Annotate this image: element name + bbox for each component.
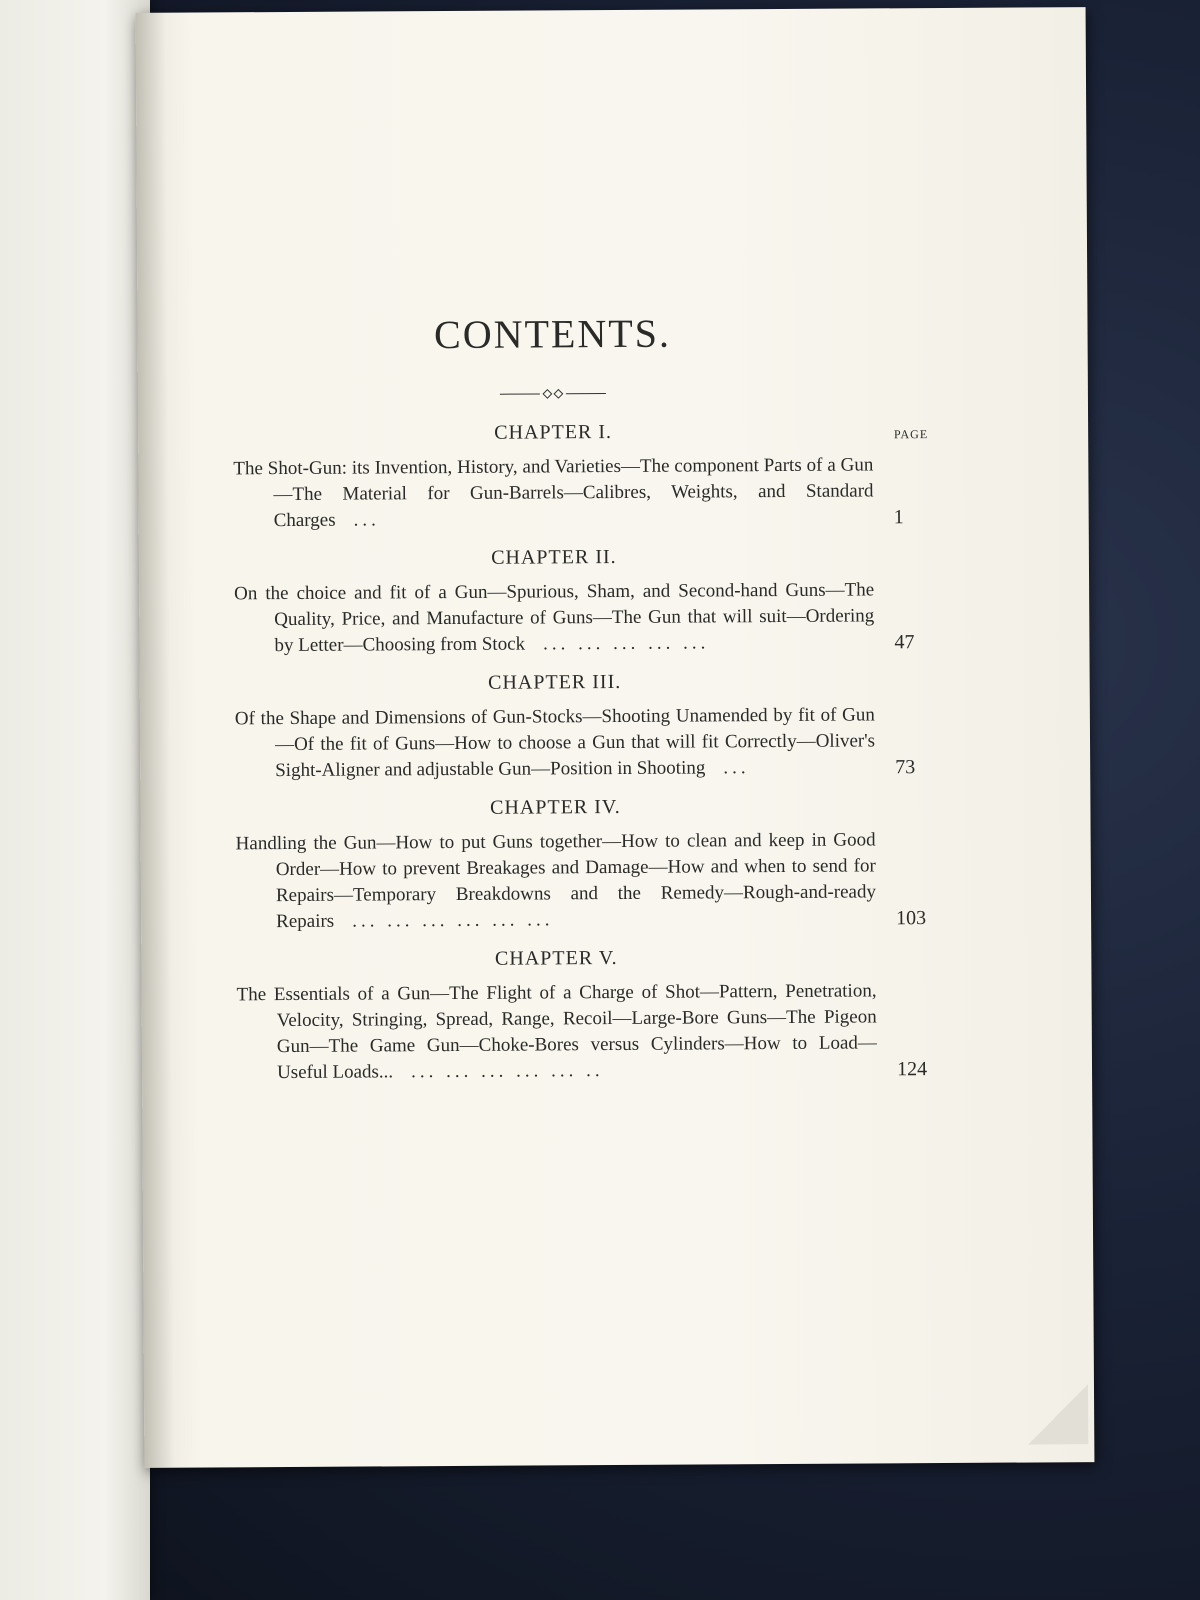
ornament-rule-right xyxy=(566,393,606,394)
ornament-diamond-icon xyxy=(542,388,552,398)
chapter-description xyxy=(234,702,916,784)
contents-section xyxy=(232,308,929,1086)
chapter-summary: The Essentials of a Gun—The Flight of a Charge of Shot—Pattern, Penetration, Velocity, Stringing, Spread, Range, Recoil—Large-Bore Guns—The Pigeon Gun—The Game Gun—Choke-Bores versus Cylinders—How to Load—Useful Loads... xyxy=(236,980,877,1084)
chapter-title: CHAPTER I. xyxy=(494,421,613,444)
chapter-entry xyxy=(234,669,916,784)
chapter-title: CHAPTER V. xyxy=(494,946,618,970)
ornament-diamond-icon xyxy=(553,388,563,398)
chapter-title: CHAPTER III. xyxy=(488,670,622,694)
book-page xyxy=(136,7,1095,1468)
ornament-rule-left xyxy=(500,393,540,394)
chapter-description xyxy=(236,978,928,1086)
dot-leader: ... ... ... ... ... ... xyxy=(352,909,554,932)
ornament-divider xyxy=(233,385,873,401)
chapter-description xyxy=(235,827,927,935)
chapter-summary: Handling the Gun—How to put Guns together—How to clean and keep in Good Order—How to prevent Breakages and Damage—How and when to send for Repairs—Temporary Breakdowns and the Remedy—Rough-and-ready Repairs xyxy=(235,829,877,933)
chapter-entry xyxy=(236,945,928,1086)
chapter-description xyxy=(233,452,904,534)
chapter-title: CHAPTER II. xyxy=(491,545,617,569)
facing-page-edge xyxy=(0,0,150,1600)
dot-leader: ... xyxy=(723,757,750,779)
chapter-description xyxy=(234,577,915,659)
chapter-title: CHAPTER IV. xyxy=(490,795,621,819)
chapter-entry xyxy=(235,794,927,935)
chapter-summary: Of the Shape and Dimensions of Gun-Stocks—Shooting Unamended by fit of Gun—Of the fit of Guns—How to choose a Gun that will fit Correctly—Oliver's Sight-Aligner and adjustable Gun—Position in Shooting xyxy=(234,704,876,782)
dot-leader: ... ... ... ... ... xyxy=(543,632,710,655)
dot-leader: ... xyxy=(353,509,380,531)
chapter-entry xyxy=(234,544,915,659)
chapter-summary: On the choice and fit of a Gun—Spurious, Sham, and Second-hand Guns—The Quality, Price, and Manufacture of Guns—The Gun that will suit—Ordering by Letter—Choosing from Stock xyxy=(234,579,875,657)
chapter-summary: The Shot-Gun: its Invention, History, and Varieties—The component Parts of a Gun—The Material for Gun-Barrels—Calibres, Weights, and Standard Charges xyxy=(233,454,874,532)
page-column-label: PAGE xyxy=(893,427,929,442)
page-corner-fold xyxy=(1028,1384,1088,1444)
chapter-entry xyxy=(233,419,929,534)
contents-heading: CONTENTS. xyxy=(433,310,672,358)
dot-leader: ... ... ... ... ... .. xyxy=(411,1060,604,1083)
